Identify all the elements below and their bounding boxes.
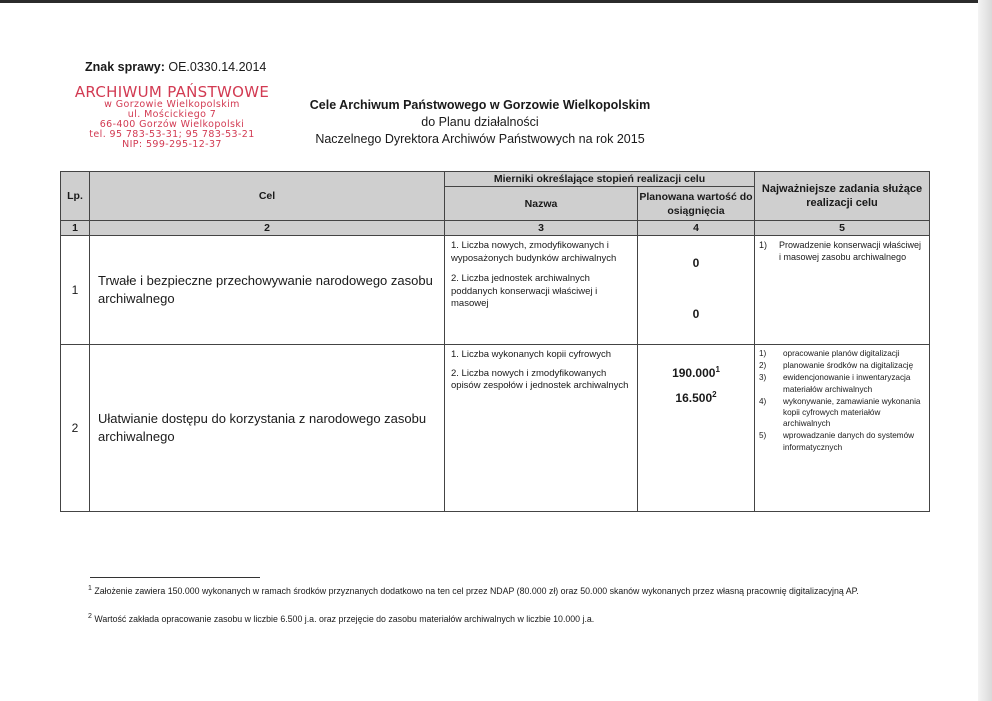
row-measures (445, 345, 638, 512)
task-number: 1) (759, 349, 767, 358)
task-number: 3) (759, 373, 767, 383)
stamp-line: NIP: 599-295-12-37 (122, 139, 222, 150)
column-number: 3 (445, 221, 638, 236)
measure-value-wrap (638, 390, 754, 405)
row-tasks (755, 236, 930, 345)
measure-value: 190.000 (672, 366, 716, 380)
archive-stamp (72, 84, 272, 150)
row-lp: 1 (61, 236, 90, 345)
task-item (759, 396, 925, 430)
task-text: wprowadzanie danych do systemów informatycznych (783, 431, 915, 452)
measure-value: 0 (692, 256, 700, 270)
column-number: 5 (755, 221, 930, 236)
task-item (759, 239, 925, 263)
document-subtitle: do Planu działalności (421, 115, 539, 129)
measure-name: 1. Liczba nowych, zmodyfikowanych i wyposażonych budynków archiwalnych (451, 240, 617, 264)
document-header (300, 97, 660, 148)
row-goal: Trwałe i bezpieczne przechowywanie narodowego zasobu archiwalnego (90, 236, 445, 345)
task-text: planowanie środków na digitalizację (783, 361, 914, 371)
footnote-separator (90, 577, 260, 578)
footnote-ref: 1 (715, 365, 720, 374)
measure-value: 0 (692, 307, 700, 321)
task-number: 4) (759, 396, 767, 406)
stamp-line: tel. 95 783-53-31; 95 783-53-21 (89, 129, 255, 140)
row-goal: Ułatwianie dostępu do korzystania z narodowego zasobu archiwalnego (90, 345, 445, 512)
row-measures (445, 236, 638, 345)
footnote-ref: 2 (712, 390, 717, 399)
measure-name: 2. Liczba nowych i zmodyfikowanych opisów zespołów i jednostek archiwalnych (451, 367, 629, 391)
scan-right-edge (978, 0, 992, 701)
task-text: ewidencjonowanie i inwentaryzacja materiałów archiwalnych (783, 373, 911, 394)
stamp-line: 66-400 Gorzów Wielkopolski (99, 119, 245, 130)
footnote (88, 583, 908, 597)
header-zadania: Najważniejsze zadania służące realizacji celu (755, 172, 930, 221)
measure-value-wrap (638, 365, 754, 380)
row-values (638, 236, 755, 345)
header-cel: Cel (90, 172, 445, 221)
case-number (85, 60, 266, 74)
footnote-mark: 1 (88, 585, 92, 592)
task-number: 5) (759, 431, 767, 441)
task-text: wykonywanie, zamawianie wykonania kopii cyfrowych materiałów archiwalnych (783, 396, 921, 429)
task-item (759, 372, 925, 394)
header-planowana: Planowana wartość do osiągnięcia (638, 187, 755, 221)
task-text: Prowadzenie konserwacji właściwej i masowej zasobu archiwalnego (779, 240, 922, 262)
row-values (638, 345, 755, 512)
header-nazwa: Nazwa (445, 187, 638, 221)
stamp-line: ARCHIWUM PAŃSTWOWE (74, 83, 270, 101)
footnote (88, 611, 908, 625)
task-text: opracowanie planów digitalizacji (783, 349, 900, 358)
column-number: 4 (638, 221, 755, 236)
row-tasks (755, 345, 930, 512)
goals-table (60, 171, 930, 512)
task-number: 2) (759, 361, 767, 371)
row-lp: 2 (61, 345, 90, 512)
measure-value: 16.500 (675, 391, 713, 405)
stamp-line: ul. Mościckiego 7 (127, 109, 217, 120)
footnote-mark: 2 (88, 613, 92, 620)
task-number: 1) (759, 240, 768, 250)
scan-top-edge (0, 0, 992, 3)
measure-name: 2. Liczba jednostek archiwalnych poddanych konserwacji właściwej i masowej (451, 273, 598, 309)
case-number-value: OE.0330.14.2014 (168, 60, 267, 74)
column-number: 1 (61, 221, 90, 236)
column-number: 2 (90, 221, 445, 236)
footnote-text: Wartość zakłada opracowanie zasobu w liczbie 6.500 j.a. oraz przejęcie do zasobu materiałów archiwalnych w liczbie 10.000 j.a. (94, 613, 595, 624)
task-item (759, 360, 925, 371)
footnote-text: Założenie zawiera 150.000 wykonanych w ramach środków przyznanych dodatkowo na ten cel przez NDAP (80.000 zł) oraz 50.000 skanów wykonanych przez własną pracownię digitalizacyjną AP. (94, 585, 859, 596)
document-title: Cele Archiwum Państwowego w Gorzowie Wielkopolskim (309, 98, 651, 112)
case-number-label: Znak sprawy: (85, 60, 165, 74)
header-mierniki: Mierniki określające stopień realizacji celu (445, 172, 755, 187)
task-item (759, 348, 925, 359)
task-item (759, 430, 925, 452)
header-lp: Lp. (61, 172, 90, 221)
stamp-line: w Gorzowie Wielkopolskim (104, 99, 240, 110)
table-row (61, 345, 930, 512)
document-subtitle-2: Naczelnego Dyrektora Archiwów Państwowych na rok 2015 (315, 132, 645, 146)
measure-name: 1. Liczba wykonanych kopii cyfrowych (451, 349, 611, 360)
table-row (61, 236, 930, 345)
